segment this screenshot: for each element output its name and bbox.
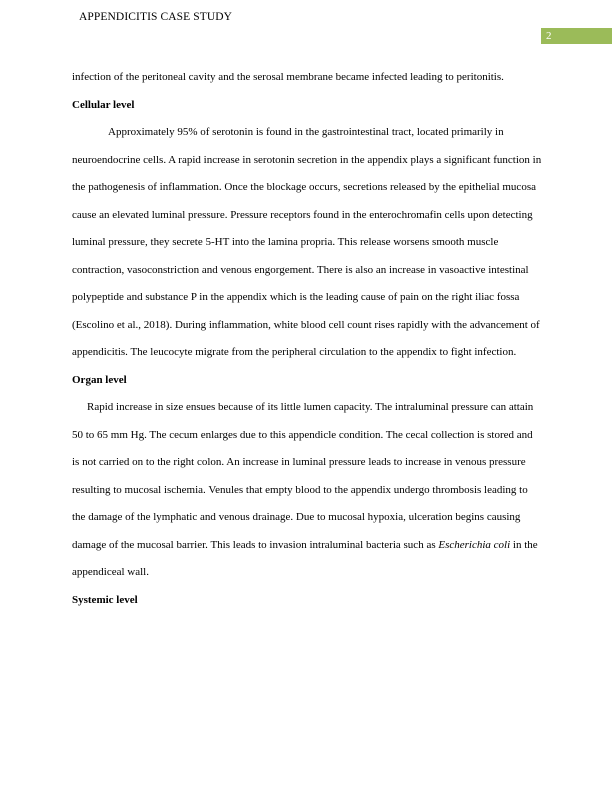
organ-paragraph-text-b: in the appendiceal wall. <box>72 538 538 578</box>
running-head-title: APPENDICITIS CASE STUDY <box>79 11 233 23</box>
document-body <box>72 64 542 614</box>
section-heading-cellular: Cellular level <box>72 98 135 111</box>
cellular-paragraph: Approximately 95% of serotonin is found in the gastrointestinal tract, located primarily in neuroendocrine cells. A rapid increase in serotonin secretion in the appendix plays a significant function in the pathogenesis of inflammation. Once the blockage occurs, secretions released by the epithelial mucosa cause an elevated luminal pressure. Pressure receptors found in the enterochromafin cells upon detecting luminal pressure, they secrete 5-HT into the lamina propria. This release worsens smooth muscle contraction, vasoconstriction and venous engorgement. There is also an increase in vasoactive intestinal polypeptide and substance P in the appendix which is the leading cause of pain on the right iliac fossa (Escolino et al., 2018). During inflammation, white blood cell count rises rapidly with the advancement of appendicitis. The leucocyte migrate from the peripheral circulation to the appendix to fight infection. <box>72 126 542 358</box>
continuation-paragraph: infection of the peritoneal cavity and the serosal membrane became infected leading to peritonitis. <box>72 71 504 83</box>
organ-paragraph-text-a: Rapid increase in size ensues because of its little lumen capacity. The intraluminal pressure can attain 50 to 65 mm Hg. The cecum enlarges due to this appendicle condition. The cecal collection is stored and is not carried on to the right colon. An increase in luminal pressure leads to increase in venous pressure resulting to mucosal ischemia. Venules that empty blood to the appendix undergo thrombosis leading to the damage of the lymphatic and venous drainage. Due to mucosal hypoxia, ulceration begins causing damage of the mucosal barrier. This leads to invasion intraluminal bacteria such as <box>72 401 534 551</box>
page-number-badge: 2 <box>541 28 612 44</box>
organism-name: Escherichia coli <box>438 538 511 551</box>
section-heading-systemic: Systemic level <box>72 593 138 606</box>
organ-paragraph <box>72 394 542 587</box>
section-heading-organ: Organ level <box>72 373 127 386</box>
